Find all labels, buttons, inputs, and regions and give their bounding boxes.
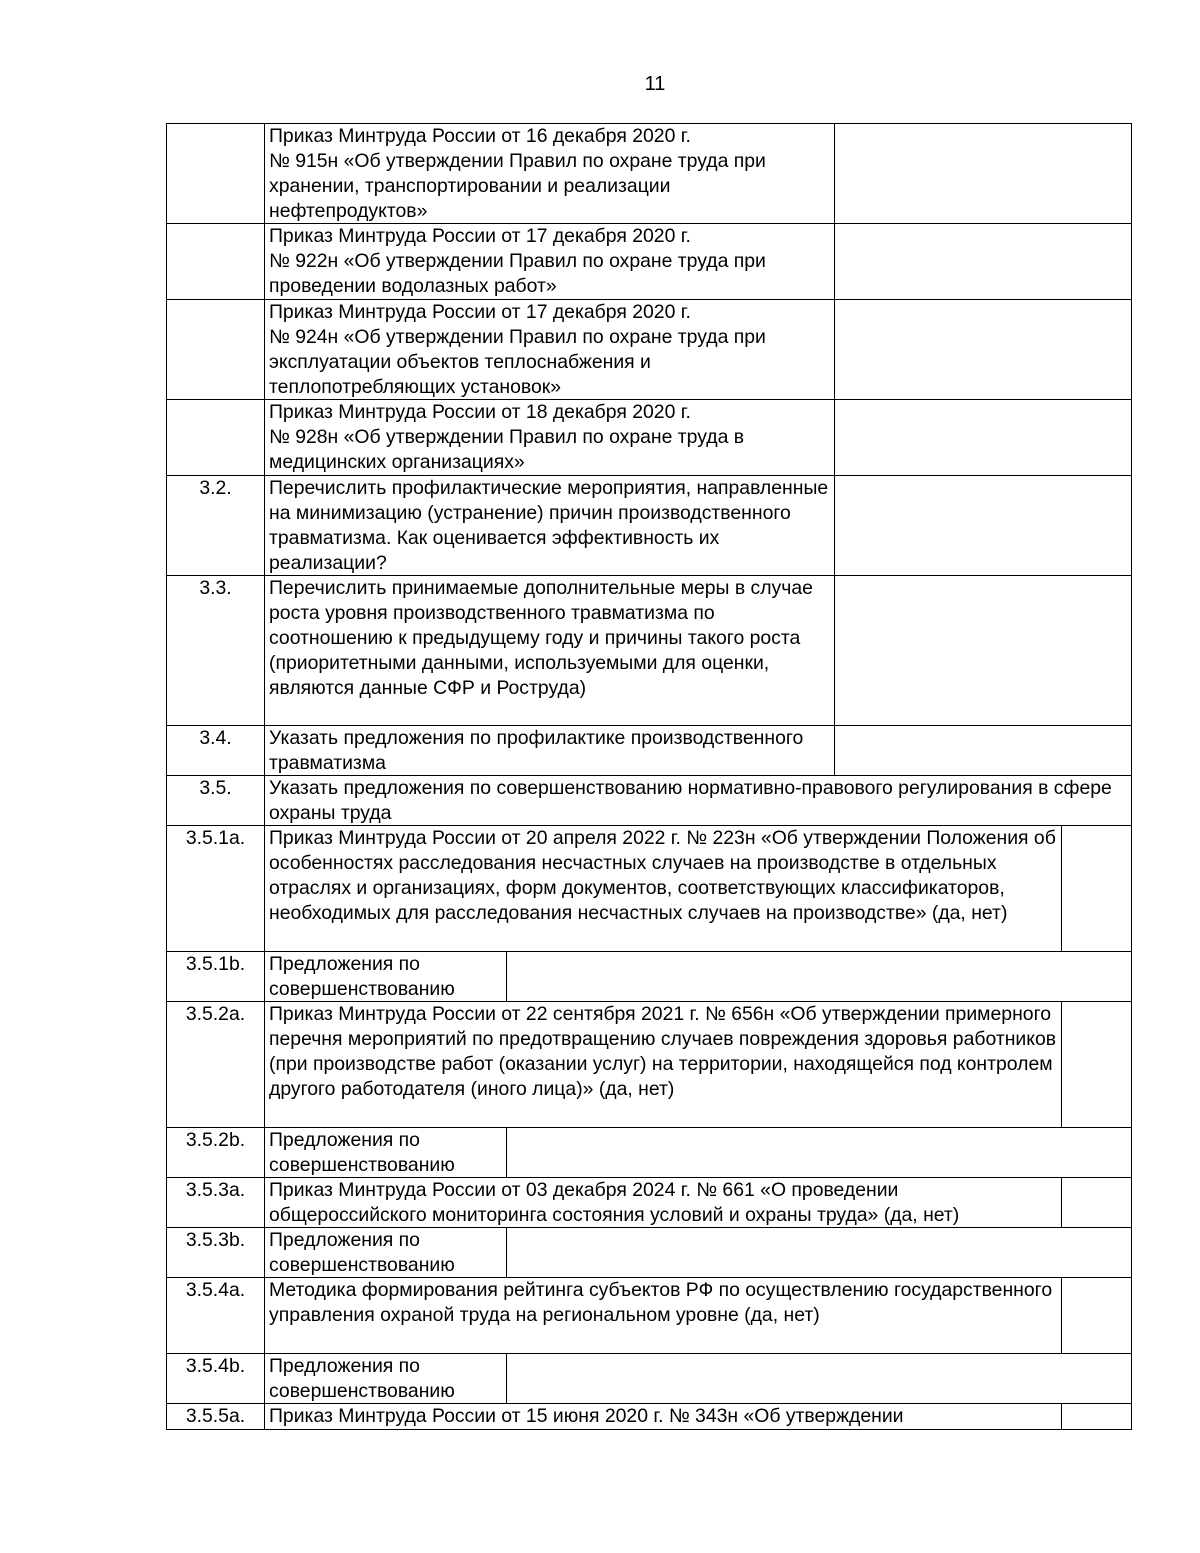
row-text: Предложения по совершенствованию	[264, 1354, 506, 1403]
row-number: 3.5.5a.	[166, 1404, 264, 1429]
table-row	[166, 1403, 1132, 1430]
row-number	[166, 400, 264, 475]
row-text: Методика формирования рейтинга субъектов РФ по осуществлению государственного управления охраной труда на региональном уровне (да, нет)	[264, 1278, 1061, 1353]
answer-cell[interactable]	[1061, 1178, 1132, 1227]
row-text: Приказ Минтруда России от 18 декабря 2020 г. № 928н «Об утверждении Правил по охране труда в медицинских организациях»	[264, 400, 834, 475]
row-text: Указать предложения по совершенствованию нормативно-правового регулирования в сфере охраны труда	[264, 776, 1132, 825]
proposal-field[interactable]	[506, 952, 1132, 1001]
row-number: 3.5.4a.	[166, 1278, 264, 1353]
row-number: 3.5.3b.	[166, 1228, 264, 1277]
table-row	[166, 1001, 1132, 1127]
row-text: Предложения по совершенствованию	[264, 1228, 506, 1277]
row-number: 3.5.2a.	[166, 1002, 264, 1127]
row-number: 3.5.4b.	[166, 1354, 264, 1403]
row-text: Предложения по совершенствованию	[264, 952, 506, 1001]
row-text: Указать предложения по профилактике производственного травматизма	[264, 726, 834, 775]
table-row	[166, 775, 1132, 825]
table-row	[166, 1227, 1132, 1277]
page-number: 11	[644, 73, 666, 95]
row-number	[166, 300, 264, 399]
table-row	[166, 1353, 1132, 1403]
row-number	[166, 124, 264, 223]
row-number: 3.4.	[166, 726, 264, 775]
row-text: Перечислить профилактические мероприятия, направленные на минимизацию (устранение) причин производственного травматизма. Как оценивается эффективность их реализации?	[264, 476, 834, 575]
table-row	[166, 951, 1132, 1001]
answer-cell[interactable]	[1061, 826, 1132, 951]
answer-cell[interactable]	[834, 726, 1132, 775]
row-text: Приказ Минтруда России от 17 декабря 2020 г. № 922н «Об утверждении Правил по охране труда при проведении водолазных работ»	[264, 224, 834, 299]
table-row	[166, 475, 1132, 575]
table-row	[166, 1177, 1132, 1227]
row-number	[166, 224, 264, 299]
row-text: Приказ Минтруда России от 15 июня 2020 г. № 343н «Об утверждении	[264, 1404, 1061, 1429]
proposal-field[interactable]	[506, 1354, 1132, 1403]
answer-cell[interactable]	[834, 300, 1132, 399]
table-row	[166, 825, 1132, 951]
table-row	[166, 575, 1132, 725]
row-text: Приказ Минтруда России от 17 декабря 2020 г. № 924н «Об утверждении Правил по охране труда при эксплуатации объектов теплоснабжения и теплопотребляющих установок»	[264, 300, 834, 399]
row-number: 3.3.	[166, 576, 264, 725]
row-number: 3.5.1b.	[166, 952, 264, 1001]
row-number: 3.5.1a.	[166, 826, 264, 951]
answer-cell[interactable]	[1061, 1278, 1132, 1353]
answer-cell[interactable]	[834, 576, 1132, 725]
row-text: Приказ Минтруда России от 03 декабря 2024 г. № 661 «О проведении общероссийского мониторинга состояния условий и охраны труда» (да, нет)	[264, 1178, 1061, 1227]
answer-cell[interactable]	[834, 400, 1132, 475]
table-row	[166, 299, 1132, 399]
row-number: 3.5.2b.	[166, 1128, 264, 1177]
table-row	[166, 123, 1132, 223]
table-row	[166, 223, 1132, 299]
answer-cell[interactable]	[834, 224, 1132, 299]
table-row	[166, 725, 1132, 775]
answer-cell[interactable]	[1061, 1002, 1132, 1127]
answer-cell[interactable]	[834, 476, 1132, 575]
proposal-field[interactable]	[506, 1128, 1132, 1177]
row-text: Перечислить принимаемые дополнительные меры в случае роста уровня производственного травматизма по соотношению к предыдущему году и причины такого роста (приоритетными данными, используемыми для оценки, являются данные СФР и Роструда)	[264, 576, 834, 725]
row-text: Приказ Минтруда России от 20 апреля 2022 г. № 223н «Об утверждении Положения об особенностях расследования несчастных случаев на производстве в отдельных отраслях и организациях, форм документов, соответствующих классификаторов, необходимых для расследования несчастных случаев на производстве» (да, нет)	[264, 826, 1061, 951]
row-number: 3.5.3a.	[166, 1178, 264, 1227]
row-text: Предложения по совершенствованию	[264, 1128, 506, 1177]
proposal-field[interactable]	[506, 1228, 1132, 1277]
row-text: Приказ Минтруда России от 22 сентября 2021 г. № 656н «Об утверждении примерного перечня мероприятий по предотвращению случаев повреждения здоровья работников (при производстве работ (оказании услуг) на территории, находящейся под контролем другого работодателя (иного лица)» (да, нет)	[264, 1002, 1061, 1127]
row-text: Приказ Минтруда России от 16 декабря 2020 г. № 915н «Об утверждении Правил по охране труда при хранении, транспортировании и реализации нефтепродуктов»	[264, 124, 834, 223]
table-row	[166, 1127, 1132, 1177]
row-number: 3.5.	[166, 776, 264, 825]
answer-cell[interactable]	[1061, 1404, 1132, 1429]
table-row	[166, 1277, 1132, 1353]
table-row	[166, 399, 1132, 475]
row-number: 3.2.	[166, 476, 264, 575]
answer-cell[interactable]	[834, 124, 1132, 223]
